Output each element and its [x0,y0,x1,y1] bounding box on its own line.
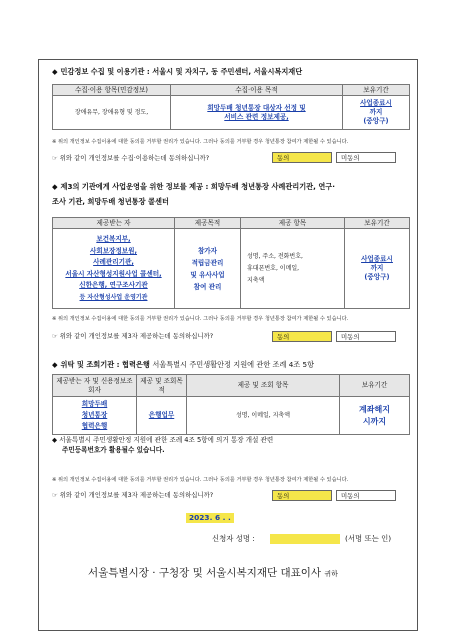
s2-items-line: 지축액 [247,276,265,284]
section3-agree-option[interactable]: 동의 [272,490,332,501]
s2-items-line: 휴대폰번호, 이메일, [247,264,300,272]
section3-title-bold: 위탁 및 조회기관 : 협력은행 [60,360,150,369]
s2-recipient-line: 등 자산형성사업 운영기관 [79,293,148,301]
s2-header-items: 제공 항목 [241,218,345,229]
s3-header-purpose: 제공 및 조회목적 [137,375,187,397]
section2-title-line2: 조사 기관, 희망두배 청년통장 콜센터 [52,197,169,206]
s3-period-line: 시까지 [362,416,387,426]
section3-title [52,359,414,370]
s3-period-cell [340,397,410,435]
section1-note: ※ 위의 개인정보 수집이용에 대한 동의를 거부할 권리가 있습니다. 그러나 동의를 거부할 경우 청년통장 참여가 제한될 수 있습니다. [52,139,349,145]
addressee-suffix: 귀하 [324,570,338,578]
section3-remark-line2: 주민등록번호가 활용될수 있습니다. [62,446,165,454]
s1-purpose-cell [171,96,343,130]
s1-header-purpose: 수집·이용 목적 [171,85,343,96]
section2-consent-question: ☞ 위와 같이 개인정보를 제3자 제공하는데 동의하십니까? [52,332,214,340]
s2-header-period: 보유기간 [345,218,410,229]
section3-consent-question: ☞ 위와 같이 개인정보를 제3자 제공하는데 동의하십니까? [52,491,214,499]
section1-disagree-option[interactable]: 미동의 [336,152,396,163]
s2-recipient-line: 신한은행, 연구조사기관 [79,281,148,289]
sign-hint: (서명 또는 인) [345,534,392,543]
s3-items-cell: 성명, 이메일, 지축액 [187,397,340,435]
section1-agree-option[interactable]: 동의 [272,152,332,163]
s3-recipient-line: 희망두배 [81,400,108,408]
section2-table [52,217,410,309]
s1-period-cell [343,96,410,130]
s1-item-cell: 장애유무, 장애유형 및 정도, [53,96,171,130]
s3-recipients-cell [53,397,137,435]
s2-items-line: 성명, 주소, 전화번호, [247,252,303,260]
s2-purpose-line: 참가자 [197,246,218,255]
applicant-label: 신청자 성명 : [212,534,255,543]
date-field[interactable]: 2023. 6 . . [186,513,234,523]
s2-items-cell [241,229,345,309]
s2-purpose-cell [175,229,241,309]
section1-title [52,66,412,77]
section2-disagree-option[interactable]: 미동의 [336,331,396,342]
s2-recipients-cell [53,229,175,309]
s2-period-line: 까지 [370,264,384,272]
section3-disagree-option[interactable]: 미동의 [336,490,396,501]
s1-period-line: 까지 [369,108,383,116]
s3-header-items: 제공 및 조회 항목 [187,375,340,397]
s3-recipient-line: 협력은행 [81,422,108,430]
s1-purpose-line: 서비스 관련 정보제공, [224,112,289,121]
s2-header-purpose: 제공목적 [175,218,241,229]
section1-table [52,84,410,130]
s1-purpose-line: 희망두배 청년통장 대상자 선정 및 [207,103,306,112]
s3-header-period: 보유기간 [340,375,410,397]
s2-purpose-line: 참여 관리 [193,282,222,291]
s3-header-recipient: 제공받는 자 및 신용정보조회자 [53,375,137,397]
section3-remark-line1: ◆ 서울특별시 주민생활안정 지원에 관한 조례 4조 5항에 의거 통장 개설 관련 [52,436,274,444]
s2-purpose-line: 적립금관리 [191,258,224,267]
s2-header-recipient: 제공받는 자 [53,218,175,229]
applicant-name-field[interactable] [270,534,340,544]
section3-bullet: ◆ [52,360,58,369]
section2-title-line1: 제3의 기관에게 사업운영을 위한 정보를 제공 : 희망두배 청년통장 사례관리기관, 연구· [60,182,335,191]
s1-period-line: 사업종료시 [360,99,392,107]
section2-title [52,181,414,207]
section3-remark [52,435,273,455]
section3-title-rest: 서울특별시 주민생활안정 지원에 관한 조례 4조 5항 [152,360,315,369]
section1-bullet: ◆ [52,67,58,76]
s3-period-line: 계좌해지 [359,404,390,414]
section2-agree-option[interactable]: 동의 [272,331,332,342]
section2-note: ※ 위의 개인정보 수집이용에 대한 동의를 거부할 권리가 있습니다. 그러나 동의를 거부할 경우 청년통장 참여가 제한될 수 있습니다. [52,316,349,322]
section3-table [52,374,410,435]
s2-recipient-line: 서울시 자산형성지원사업 콜센터, [65,269,162,278]
section2-bullet: ◆ [52,182,58,191]
s1-period-line: (중앙구) [363,117,389,125]
s2-period-line: 사업종료시 [361,255,393,263]
s2-recipient-line: 사례관리기관, [93,258,134,266]
s2-period-cell [345,229,410,309]
addressee-main: 서울특별시장 · 구청장 및 서울시복지재단 대표이사 [88,567,322,579]
s2-period-line: (중앙구) [364,273,390,281]
addressee [88,566,338,581]
section1-consent-question: ☞ 위와 같이 개인정보를 수집·이용하는데 동의하십니까? [52,154,210,162]
section3-note: ※ 위의 개인정보 수집이용에 대한 동의를 거부할 권리가 있습니다. 그러나 동의를 거부할 경우 청년통장 참여가 제한될 수 있습니다. [52,477,349,483]
s3-purpose-cell: 은행업무 [137,397,187,435]
s2-recipient-line: 보건복지부, [96,235,131,243]
s2-purpose-line: 및 유사사업 [190,270,225,279]
section1-title-text: 민감정보 수집 및 이용기관 : 서울시 및 자치구, 동 주민센터, 서울시복지재단 [60,67,303,76]
s1-header-period: 보유기간 [343,85,410,96]
s3-recipient-line: 청년통장 [81,411,108,419]
s1-header-item: 수집·이용 항목(민감정보) [53,85,171,96]
s2-recipient-line: 사회보장정보원, [89,246,138,255]
